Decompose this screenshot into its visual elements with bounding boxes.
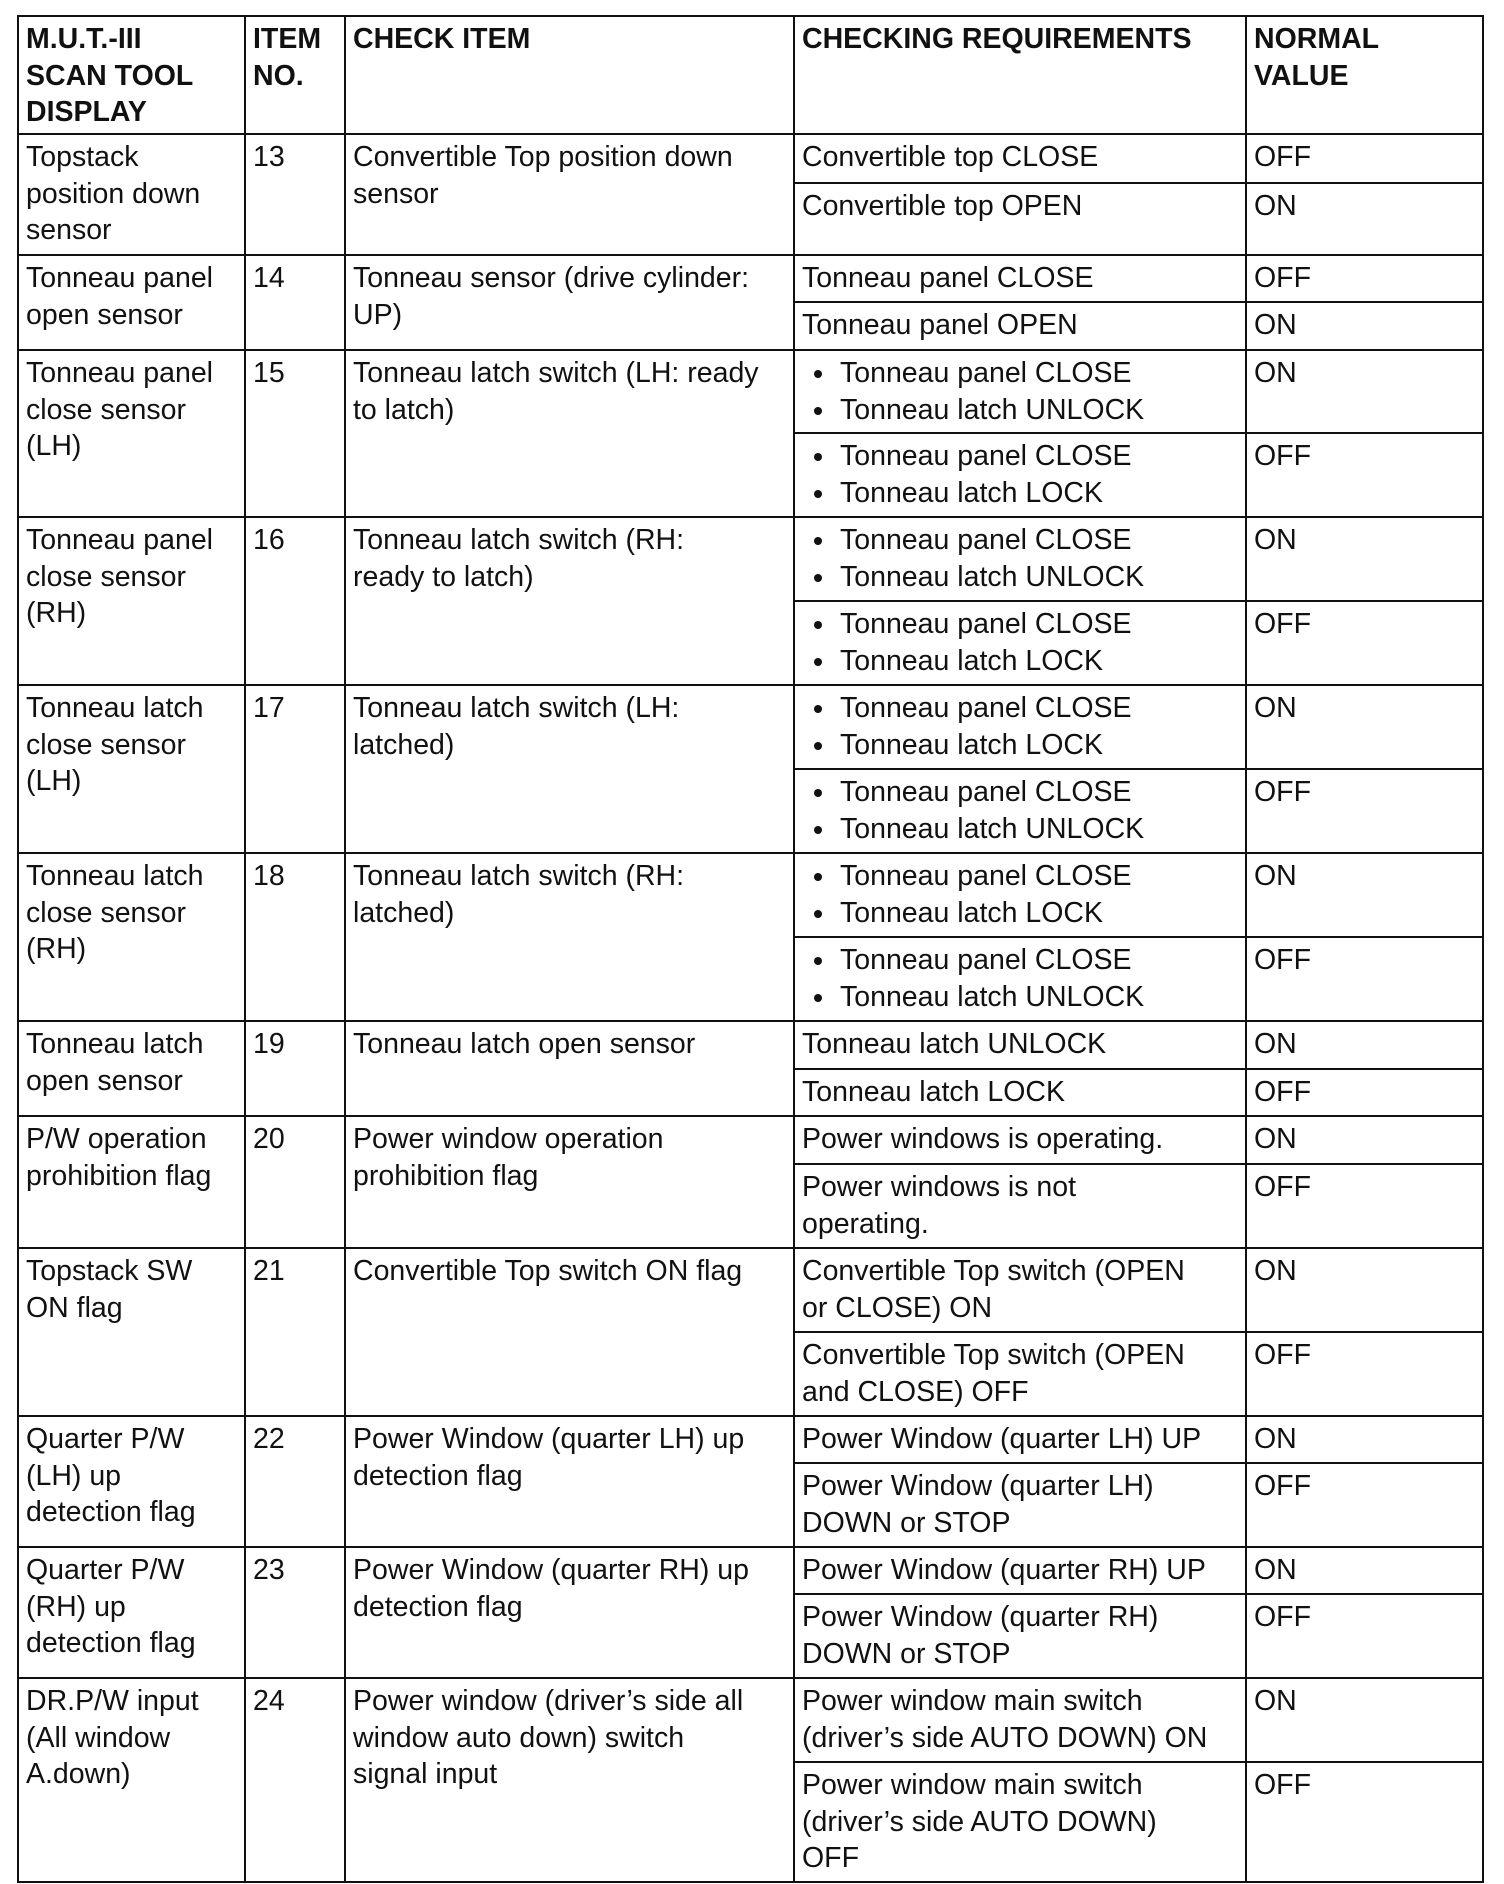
row-divider — [17, 1881, 1484, 1883]
checking-requirement-cell — [794, 1332, 1246, 1416]
scan-tool-display-text: Tonneau latch close sensor (LH) — [26, 692, 204, 797]
requirement-bullet: Tonneau latch LOCK — [802, 643, 1238, 680]
requirement-bullet: Tonneau panel CLOSE — [802, 438, 1238, 475]
normal-value-text: OFF — [1254, 1339, 1311, 1371]
normal-value-text: ON — [1254, 1554, 1297, 1586]
item-no-text: 13 — [253, 141, 285, 173]
requirement-line: and CLOSE) OFF — [802, 1375, 1029, 1408]
requirement-line: DOWN or STOP — [802, 1637, 1011, 1670]
checking-requirement-cell — [794, 1678, 1246, 1762]
checking-requirement-cell — [794, 1021, 1246, 1069]
item-no-cell — [245, 517, 345, 685]
sub-row-divider — [793, 1462, 1484, 1464]
scan-tool-display-cell — [18, 1248, 245, 1416]
requirement-line: Tonneau latch LOCK — [802, 1076, 1065, 1108]
requirement-bullet: Tonneau latch LOCK — [802, 895, 1238, 932]
sub-row-divider — [793, 768, 1484, 770]
requirement-line: operating. — [802, 1207, 929, 1240]
sub-row-divider — [793, 1761, 1484, 1763]
normal-value-cell — [1246, 350, 1483, 433]
header-normal-value: NORMAL VALUE — [1254, 23, 1380, 92]
item-no-text: 22 — [253, 1423, 285, 1455]
normal-value-text: ON — [1254, 357, 1297, 389]
check-item-text: Power window (driver’s side all window auto down) switch signal input — [353, 1685, 744, 1790]
checking-requirement-cell — [794, 685, 1246, 769]
normal-value-text: OFF — [1254, 1470, 1311, 1502]
normal-value-cell — [1246, 769, 1483, 853]
check-item-text: Power Window (quarter RH) up detection flag — [353, 1554, 749, 1623]
item-no-cell — [245, 1678, 345, 1882]
normal-value-text: ON — [1254, 190, 1297, 222]
normal-value-cell — [1246, 1248, 1483, 1332]
item-no-cell — [245, 350, 345, 517]
normal-value-text: OFF — [1254, 1601, 1311, 1633]
column-divider — [793, 15, 795, 1883]
checking-requirement-cell — [794, 1069, 1246, 1116]
normal-value-text: OFF — [1254, 262, 1311, 294]
requirement-line: OFF — [802, 1842, 859, 1874]
check-item-text: Power Window (quarter LH) up detection flag — [353, 1423, 745, 1492]
requirement-bullet: Tonneau panel CLOSE — [802, 355, 1238, 392]
requirement-line: Power window main switch — [802, 1685, 1143, 1717]
checking-requirement-cell — [794, 517, 1246, 601]
normal-value-cell — [1246, 601, 1483, 685]
checking-requirement-cell — [794, 1164, 1246, 1248]
requirement-bullet: Tonneau latch UNLOCK — [802, 979, 1238, 1016]
normal-value-cell — [1246, 517, 1483, 601]
item-no-text: 23 — [253, 1554, 285, 1586]
check-item-cell — [345, 1116, 794, 1248]
normal-value-cell — [1246, 1547, 1483, 1594]
scan-tool-display-text: Tonneau panel close sensor (LH) — [26, 357, 214, 462]
check-item-text: Tonneau latch switch (LH: ready to latch) — [353, 357, 759, 426]
check-item-text: Tonneau latch switch (RH: ready to latch) — [353, 524, 685, 593]
normal-value-cell — [1246, 433, 1483, 517]
table-top-border — [17, 15, 1484, 17]
normal-value-cell — [1246, 1416, 1483, 1463]
requirement-line: Power windows is not — [802, 1171, 1077, 1203]
normal-value-cell — [1246, 183, 1483, 255]
normal-value-text: OFF — [1254, 1171, 1311, 1203]
scan-tool-display-text: Tonneau panel close sensor (RH) — [26, 524, 214, 629]
normal-value-cell — [1246, 1021, 1483, 1069]
scan-tool-display-text: Topstack position down sensor — [26, 141, 201, 246]
normal-value-cell — [1246, 1463, 1483, 1547]
requirement-bullet: Tonneau panel CLOSE — [802, 522, 1238, 559]
requirement-line: Power Window (quarter LH) UP — [802, 1423, 1202, 1455]
check-item-cell — [345, 685, 794, 853]
scan-tool-display-cell — [18, 134, 245, 255]
item-no-text: 24 — [253, 1685, 285, 1717]
scan-tool-display-cell — [18, 1678, 245, 1882]
requirement-bullet: Tonneau panel CLOSE — [802, 858, 1238, 895]
item-no-text: 20 — [253, 1123, 285, 1155]
normal-value-text: OFF — [1254, 944, 1311, 976]
check-item-text: Power window operation prohibition flag — [353, 1123, 664, 1192]
item-no-cell — [245, 1021, 345, 1116]
item-no-cell — [245, 1248, 345, 1416]
scan-tool-display-cell — [18, 1021, 245, 1116]
check-item-text: Tonneau sensor (drive cylinder: UP) — [353, 262, 750, 331]
scan-tool-display-cell — [18, 350, 245, 517]
requirement-line: Power Window (quarter LH) — [802, 1470, 1154, 1502]
requirement-line: or CLOSE) ON — [802, 1291, 993, 1324]
checking-requirement-cell — [794, 601, 1246, 685]
checking-requirement-cell — [794, 433, 1246, 517]
sub-row-divider — [793, 1068, 1484, 1070]
normal-value-cell — [1246, 853, 1483, 937]
scan-tool-display-text: P/W operation prohibition flag — [26, 1123, 212, 1192]
requirement-line: (driver’s side AUTO DOWN) ON — [802, 1721, 1208, 1754]
requirement-bullet: Tonneau latch UNLOCK — [802, 559, 1238, 596]
check-item-cell — [345, 255, 794, 350]
check-item-cell — [345, 134, 794, 255]
column-divider — [1482, 15, 1484, 1883]
normal-value-text: OFF — [1254, 608, 1311, 640]
requirement-line: Power Window (quarter RH) UP — [802, 1554, 1206, 1586]
requirement-line: Power window main switch — [802, 1769, 1143, 1801]
normal-value-text: OFF — [1254, 776, 1311, 808]
checking-requirement-cell — [794, 937, 1246, 1021]
scan-tool-display-cell — [18, 685, 245, 853]
sub-row-divider — [793, 1163, 1484, 1165]
requirement-line: Convertible top OPEN — [802, 190, 1083, 222]
header-scan-tool-display: M.U.T.-III SCAN TOOL DISPLAY — [26, 23, 194, 128]
checking-requirement-cell — [794, 1248, 1246, 1332]
item-no-text: 17 — [253, 692, 285, 724]
check-item-text: Tonneau latch switch (LH: latched) — [353, 692, 680, 761]
checking-requirement-cell — [794, 350, 1246, 433]
sub-row-divider — [793, 1331, 1484, 1333]
scan-tool-display-text: Tonneau latch close sensor (RH) — [26, 860, 204, 965]
normal-value-cell — [1246, 134, 1483, 183]
normal-value-text: ON — [1254, 692, 1297, 724]
check-item-text: Tonneau latch open sensor — [353, 1028, 696, 1060]
sub-row-divider — [793, 432, 1484, 434]
check-item-text: Convertible Top position down sensor — [353, 141, 733, 210]
normal-value-text: ON — [1254, 1423, 1297, 1455]
requirement-line: Power Window (quarter RH) — [802, 1601, 1159, 1633]
checking-requirement-cell — [794, 255, 1246, 302]
scan-tool-display-text: DR.P/W input (All window A.down) — [26, 1685, 199, 1790]
requirement-bullet: Tonneau latch LOCK — [802, 727, 1238, 764]
requirement-line: Convertible top CLOSE — [802, 141, 1099, 173]
sub-row-divider — [793, 182, 1484, 184]
normal-value-text: ON — [1254, 1685, 1297, 1717]
item-no-cell — [245, 1116, 345, 1248]
normal-value-text: ON — [1254, 1028, 1297, 1060]
scan-tool-display-text: Quarter P/W (RH) up detection flag — [26, 1554, 196, 1659]
checking-requirement-cell — [794, 1762, 1246, 1882]
item-no-cell — [245, 134, 345, 255]
checking-requirement-cell — [794, 769, 1246, 853]
column-divider — [1245, 15, 1247, 1883]
requirement-line: (driver’s side AUTO DOWN) — [802, 1805, 1157, 1838]
header-divider — [17, 133, 1484, 135]
scan-tool-display-cell — [18, 1416, 245, 1547]
sub-row-divider — [793, 1593, 1484, 1595]
sub-row-divider — [793, 301, 1484, 303]
checking-requirement-cell — [794, 1547, 1246, 1594]
checking-requirement-cell — [794, 1463, 1246, 1547]
header-checking-requirements: CHECKING REQUIREMENTS — [802, 23, 1192, 55]
check-item-text: Tonneau latch switch (RH: latched) — [353, 860, 685, 929]
normal-value-text: OFF — [1254, 141, 1311, 173]
requirement-bullet: Tonneau panel CLOSE — [802, 942, 1238, 979]
normal-value-cell — [1246, 255, 1483, 302]
checking-requirement-cell — [794, 134, 1246, 183]
checking-requirement-cell — [794, 183, 1246, 255]
scan-tool-display-cell — [18, 517, 245, 685]
normal-value-text: OFF — [1254, 1769, 1311, 1801]
item-no-text: 16 — [253, 524, 285, 556]
sub-row-divider — [793, 936, 1484, 938]
requirement-line: Tonneau panel CLOSE — [802, 262, 1094, 294]
normal-value-text: ON — [1254, 1123, 1297, 1155]
item-no-cell — [245, 1416, 345, 1547]
normal-value-text: OFF — [1254, 440, 1311, 472]
item-no-text: 15 — [253, 357, 285, 389]
scan-tool-display-text: Tonneau latch open sensor — [26, 1028, 204, 1097]
normal-value-cell — [1246, 1164, 1483, 1248]
column-divider — [344, 15, 346, 1883]
checking-requirement-cell — [794, 1594, 1246, 1678]
column-divider — [244, 15, 246, 1883]
check-item-cell — [345, 517, 794, 685]
normal-value-text: OFF — [1254, 1076, 1311, 1108]
normal-value-cell — [1246, 1762, 1483, 1882]
normal-value-cell — [1246, 1594, 1483, 1678]
normal-value-text: ON — [1254, 1255, 1297, 1287]
normal-value-text: ON — [1254, 309, 1297, 341]
item-no-cell — [245, 1547, 345, 1678]
requirement-bullet: Tonneau panel CLOSE — [802, 690, 1238, 727]
check-item-cell — [345, 1021, 794, 1116]
requirement-line: Convertible Top switch (OPEN — [802, 1339, 1185, 1371]
requirement-bullet: Tonneau latch LOCK — [802, 475, 1238, 512]
requirement-bullet: Tonneau latch UNLOCK — [802, 392, 1238, 429]
item-no-text: 18 — [253, 860, 285, 892]
check-item-cell — [345, 350, 794, 517]
check-item-cell — [345, 1678, 794, 1882]
header-item-no: ITEM NO. — [253, 23, 322, 92]
normal-value-cell — [1246, 1116, 1483, 1164]
column-divider — [17, 15, 19, 1883]
requirement-line: Tonneau latch UNLOCK — [802, 1028, 1107, 1060]
requirement-line: Tonneau panel OPEN — [802, 309, 1078, 341]
checking-requirement-cell — [794, 1416, 1246, 1463]
item-no-cell — [245, 255, 345, 350]
requirement-bullet: Tonneau panel CLOSE — [802, 774, 1238, 811]
scan-tool-display-cell — [18, 255, 245, 350]
normal-value-cell — [1246, 1678, 1483, 1762]
checking-requirement-cell — [794, 302, 1246, 350]
scan-tool-display-text: Quarter P/W (LH) up detection flag — [26, 1423, 196, 1528]
check-item-cell — [345, 1547, 794, 1678]
requirement-line: Power windows is operating. — [802, 1123, 1164, 1155]
scan-tool-display-cell — [18, 1116, 245, 1248]
scan-tool-display-cell — [18, 1547, 245, 1678]
checking-requirement-cell — [794, 853, 1246, 937]
normal-value-cell — [1246, 1069, 1483, 1116]
normal-value-cell — [1246, 1332, 1483, 1416]
normal-value-text: ON — [1254, 524, 1297, 556]
item-no-text: 14 — [253, 262, 285, 294]
check-item-text: Convertible Top switch ON flag — [353, 1255, 743, 1287]
header-check-item: CHECK ITEM — [353, 23, 531, 55]
requirement-bullet: Tonneau latch UNLOCK — [802, 811, 1238, 848]
normal-value-cell — [1246, 685, 1483, 769]
requirement-line: DOWN or STOP — [802, 1506, 1011, 1539]
sub-row-divider — [793, 600, 1484, 602]
normal-value-cell — [1246, 302, 1483, 350]
item-no-cell — [245, 685, 345, 853]
checking-requirement-cell — [794, 1116, 1246, 1164]
item-no-cell — [245, 853, 345, 1021]
item-no-text: 19 — [253, 1028, 285, 1060]
scan-tool-display-text: Topstack SW ON flag — [26, 1255, 193, 1324]
requirement-line: Convertible Top switch (OPEN — [802, 1255, 1185, 1287]
normal-value-cell — [1246, 937, 1483, 1021]
requirement-bullet: Tonneau panel CLOSE — [802, 606, 1238, 643]
scan-tool-display-text: Tonneau panel open sensor — [26, 262, 214, 331]
check-item-cell — [345, 853, 794, 1021]
check-item-cell — [345, 1416, 794, 1547]
normal-value-text: ON — [1254, 860, 1297, 892]
scan-tool-display-cell — [18, 853, 245, 1021]
check-item-cell — [345, 1248, 794, 1416]
item-no-text: 21 — [253, 1255, 285, 1287]
